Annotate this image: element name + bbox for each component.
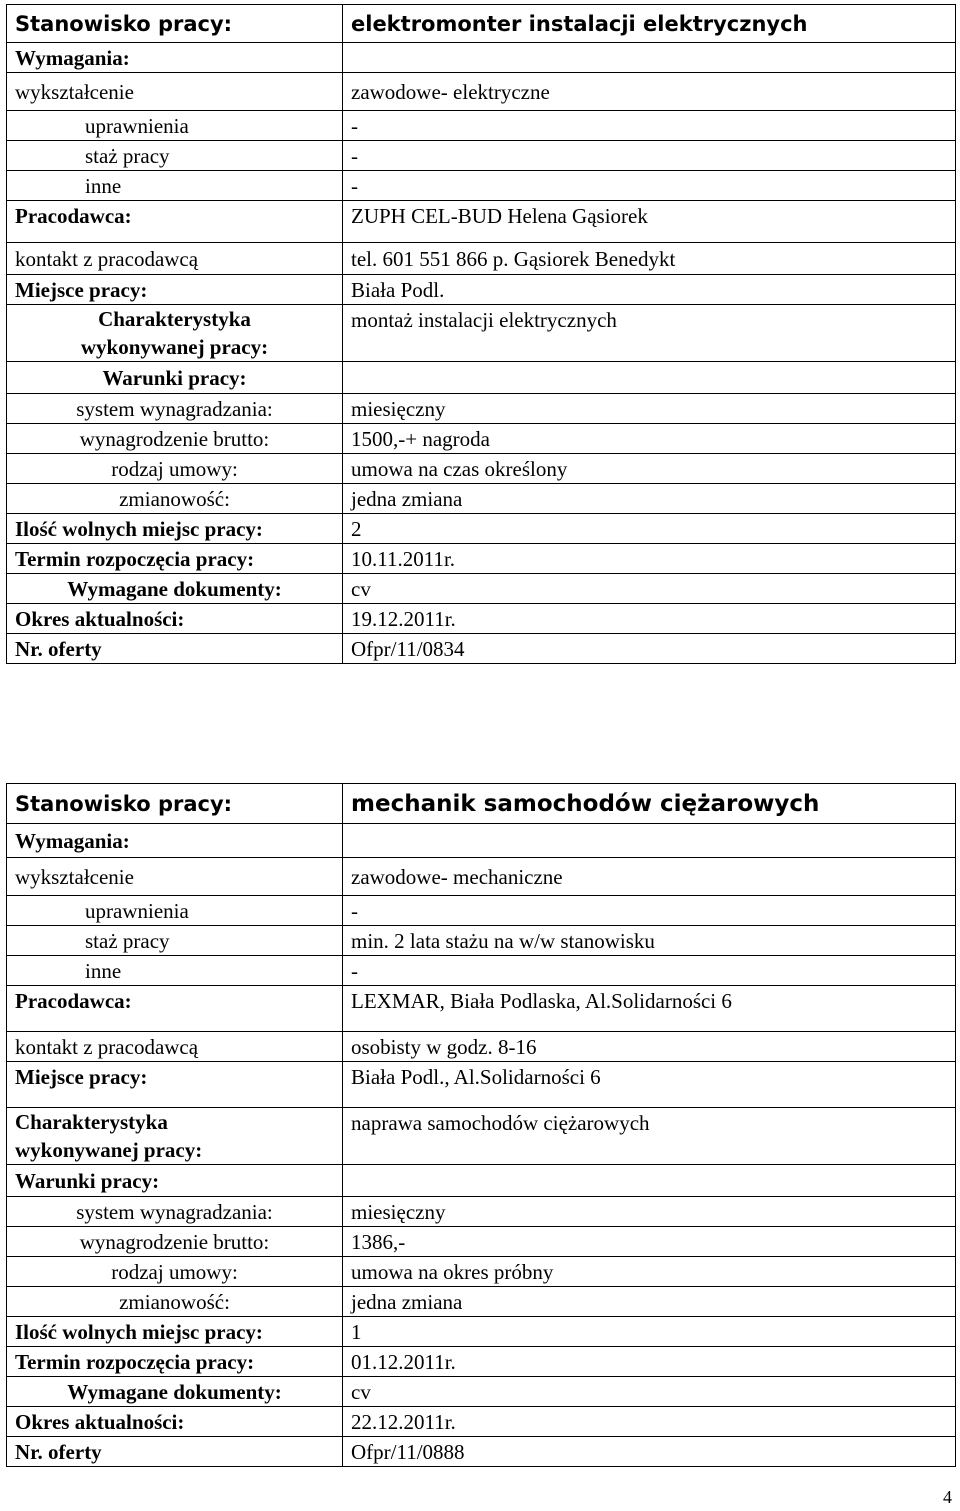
row-system <box>7 394 956 424</box>
staz-label: staż pracy <box>7 141 343 171</box>
termin-label: Termin rozpoczęcia pracy: <box>7 544 343 574</box>
job-offer-1 <box>6 4 956 664</box>
row-stanowisko <box>7 5 956 43</box>
wymagania-value <box>343 824 956 858</box>
warunki-label: Warunki pracy: <box>7 1165 343 1197</box>
wymagania-value <box>343 43 956 73</box>
nr-oferty-label: Nr. oferty <box>7 1437 343 1467</box>
okres-label: Okres aktualności: <box>7 604 343 634</box>
row-inne <box>7 171 956 201</box>
stanowisko-value: mechanik samochodów ciężarowych <box>343 784 956 824</box>
dokumenty-label: Wymagane dokumenty: <box>7 574 343 604</box>
miejsce-value: Biała Podl., Al.Solidarności 6 <box>343 1062 956 1108</box>
kontakt-value: tel. 601 551 866 p. Gąsiorek Benedykt <box>343 243 956 275</box>
row-miejsce <box>7 1062 956 1108</box>
umowa-value: umowa na okres próbny <box>343 1257 956 1287</box>
umowa-label: rodzaj umowy: <box>7 1257 343 1287</box>
charakterystyka-text: montaż instalacji elektrycznych <box>351 308 617 332</box>
wynagrodzenie-label: wynagrodzenie brutto: <box>7 1227 343 1257</box>
wymagania-label: Wymagania: <box>7 824 343 858</box>
system-label: system wynagradzania: <box>7 1197 343 1227</box>
inne-value: - <box>343 956 956 986</box>
okres-value: 22.12.2011r. <box>343 1407 956 1437</box>
ilosc-label: Ilość wolnych miejsc pracy: <box>7 1317 343 1347</box>
uprawnienia-value: - <box>343 111 956 141</box>
wyksztalcenie-label: wykształcenie <box>7 858 343 896</box>
system-value: miesięczny <box>343 1197 956 1227</box>
uprawnienia-label: uprawnienia <box>7 896 343 926</box>
ilosc-value: 1 <box>343 1317 956 1347</box>
dokumenty-value: cv <box>343 574 956 604</box>
charakterystyka-label-line2: wykonywanej pracy: <box>15 1138 203 1162</box>
zmianowosc-value: jedna zmiana <box>343 484 956 514</box>
row-zmianowosc <box>7 484 956 514</box>
charakterystyka-value: naprawa samochodów ciężarowych <box>343 1108 956 1165</box>
row-charakterystyka <box>7 305 956 362</box>
charakterystyka-label-line2: wykonywanej pracy: <box>80 335 269 359</box>
pracodawca-label: Pracodawca: <box>7 986 343 1032</box>
row-okres <box>7 604 956 634</box>
charakterystyka-label <box>7 305 343 362</box>
okres-value: 19.12.2011r. <box>343 604 956 634</box>
dokumenty-label: Wymagane dokumenty: <box>7 1377 343 1407</box>
row-kontakt <box>7 1032 956 1062</box>
miejsce-value: Biała Podl. <box>343 275 956 305</box>
dokumenty-value: cv <box>343 1377 956 1407</box>
pracodawca-value: LEXMAR, Biała Podlaska, Al.Solidarności 6 <box>343 986 956 1032</box>
page-number: 4 <box>943 1487 952 1507</box>
row-dokumenty <box>7 1377 956 1407</box>
row-kontakt <box>7 243 956 275</box>
stanowisko-label: Stanowisko pracy: <box>7 5 343 43</box>
warunki-label: Warunki pracy: <box>7 362 343 394</box>
staz-value: - <box>343 141 956 171</box>
wynagrodzenie-value: 1500,-+ nagroda <box>343 424 956 454</box>
kontakt-label: kontakt z pracodawcą <box>7 243 343 275</box>
miejsce-label: Miejsce pracy: <box>7 1062 343 1108</box>
zmianowosc-value: jedna zmiana <box>343 1287 956 1317</box>
charakterystyka-label <box>7 1108 343 1165</box>
umowa-value: umowa na czas określony <box>343 454 956 484</box>
row-dokumenty <box>7 574 956 604</box>
row-uprawnienia <box>7 111 956 141</box>
inne-label: inne <box>7 956 343 986</box>
wymagania-label: Wymagania: <box>7 43 343 73</box>
row-staz <box>7 926 956 956</box>
row-termin <box>7 1347 956 1377</box>
uprawnienia-value: - <box>343 896 956 926</box>
row-miejsce <box>7 275 956 305</box>
row-pracodawca <box>7 986 956 1032</box>
staz-value: min. 2 lata stażu na w/w stanowisku <box>343 926 956 956</box>
inne-label: inne <box>7 171 343 201</box>
row-nr-oferty <box>7 634 956 664</box>
zmianowosc-label: zmianowość: <box>7 1287 343 1317</box>
row-uprawnienia <box>7 896 956 926</box>
system-label: system wynagradzania: <box>7 394 343 424</box>
termin-value: 01.12.2011r. <box>343 1347 956 1377</box>
kontakt-value: osobisty w godz. 8-16 <box>343 1032 956 1062</box>
row-wynagrodzenie <box>7 424 956 454</box>
nr-oferty-label: Nr. oferty <box>7 634 343 664</box>
system-value: miesięczny <box>343 394 956 424</box>
charakterystyka-label-line1: Charakterystyka <box>15 1110 168 1134</box>
row-termin <box>7 544 956 574</box>
zmianowosc-label: zmianowość: <box>7 484 343 514</box>
wynagrodzenie-value: 1386,- <box>343 1227 956 1257</box>
row-staz <box>7 141 956 171</box>
pracodawca-label: Pracodawca: <box>7 201 343 243</box>
row-umowa <box>7 454 956 484</box>
row-umowa <box>7 1257 956 1287</box>
row-warunki <box>7 1165 956 1197</box>
wyksztalcenie-value: zawodowe- mechaniczne <box>343 858 956 896</box>
okres-label: Okres aktualności: <box>7 1407 343 1437</box>
wynagrodzenie-label: wynagrodzenie brutto: <box>7 424 343 454</box>
uprawnienia-label: uprawnienia <box>7 111 343 141</box>
job-offer-2 <box>6 783 956 1467</box>
pracodawca-value: ZUPH CEL-BUD Helena Gąsiorek <box>343 201 956 243</box>
row-wynagrodzenie <box>7 1227 956 1257</box>
row-wyksztalcenie <box>7 858 956 896</box>
termin-value: 10.11.2011r. <box>343 544 956 574</box>
inne-value: - <box>343 171 956 201</box>
wyksztalcenie-label: wykształcenie <box>7 73 343 111</box>
row-pracodawca <box>7 201 956 243</box>
ilosc-label: Ilość wolnych miejsc pracy: <box>7 514 343 544</box>
row-wymagania <box>7 824 956 858</box>
row-wyksztalcenie <box>7 73 956 111</box>
nr-oferty-value: Ofpr/11/0834 <box>343 634 956 664</box>
row-stanowisko <box>7 784 956 824</box>
row-zmianowosc <box>7 1287 956 1317</box>
umowa-label: rodzaj umowy: <box>7 454 343 484</box>
row-ilosc <box>7 1317 956 1347</box>
miejsce-label: Miejsce pracy: <box>7 275 343 305</box>
row-charakterystyka <box>7 1108 956 1165</box>
warunki-value <box>343 362 956 394</box>
charakterystyka-label-line1: Charakterystyka <box>98 307 251 331</box>
stanowisko-label: Stanowisko pracy: <box>7 784 343 824</box>
ilosc-value: 2 <box>343 514 956 544</box>
termin-label: Termin rozpoczęcia pracy: <box>7 1347 343 1377</box>
row-nr-oferty <box>7 1437 956 1467</box>
row-wymagania <box>7 43 956 73</box>
kontakt-label: kontakt z pracodawcą <box>7 1032 343 1062</box>
nr-oferty-value: Ofpr/11/0888 <box>343 1437 956 1467</box>
wyksztalcenie-value: zawodowe- elektryczne <box>343 73 956 111</box>
row-system <box>7 1197 956 1227</box>
charakterystyka-value <box>343 305 956 362</box>
stanowisko-value: elektromonter instalacji elektrycznych <box>343 5 956 43</box>
staz-label: staż pracy <box>7 926 343 956</box>
row-okres <box>7 1407 956 1437</box>
row-inne <box>7 956 956 986</box>
row-warunki <box>7 362 956 394</box>
row-ilosc <box>7 514 956 544</box>
warunki-value <box>343 1165 956 1197</box>
